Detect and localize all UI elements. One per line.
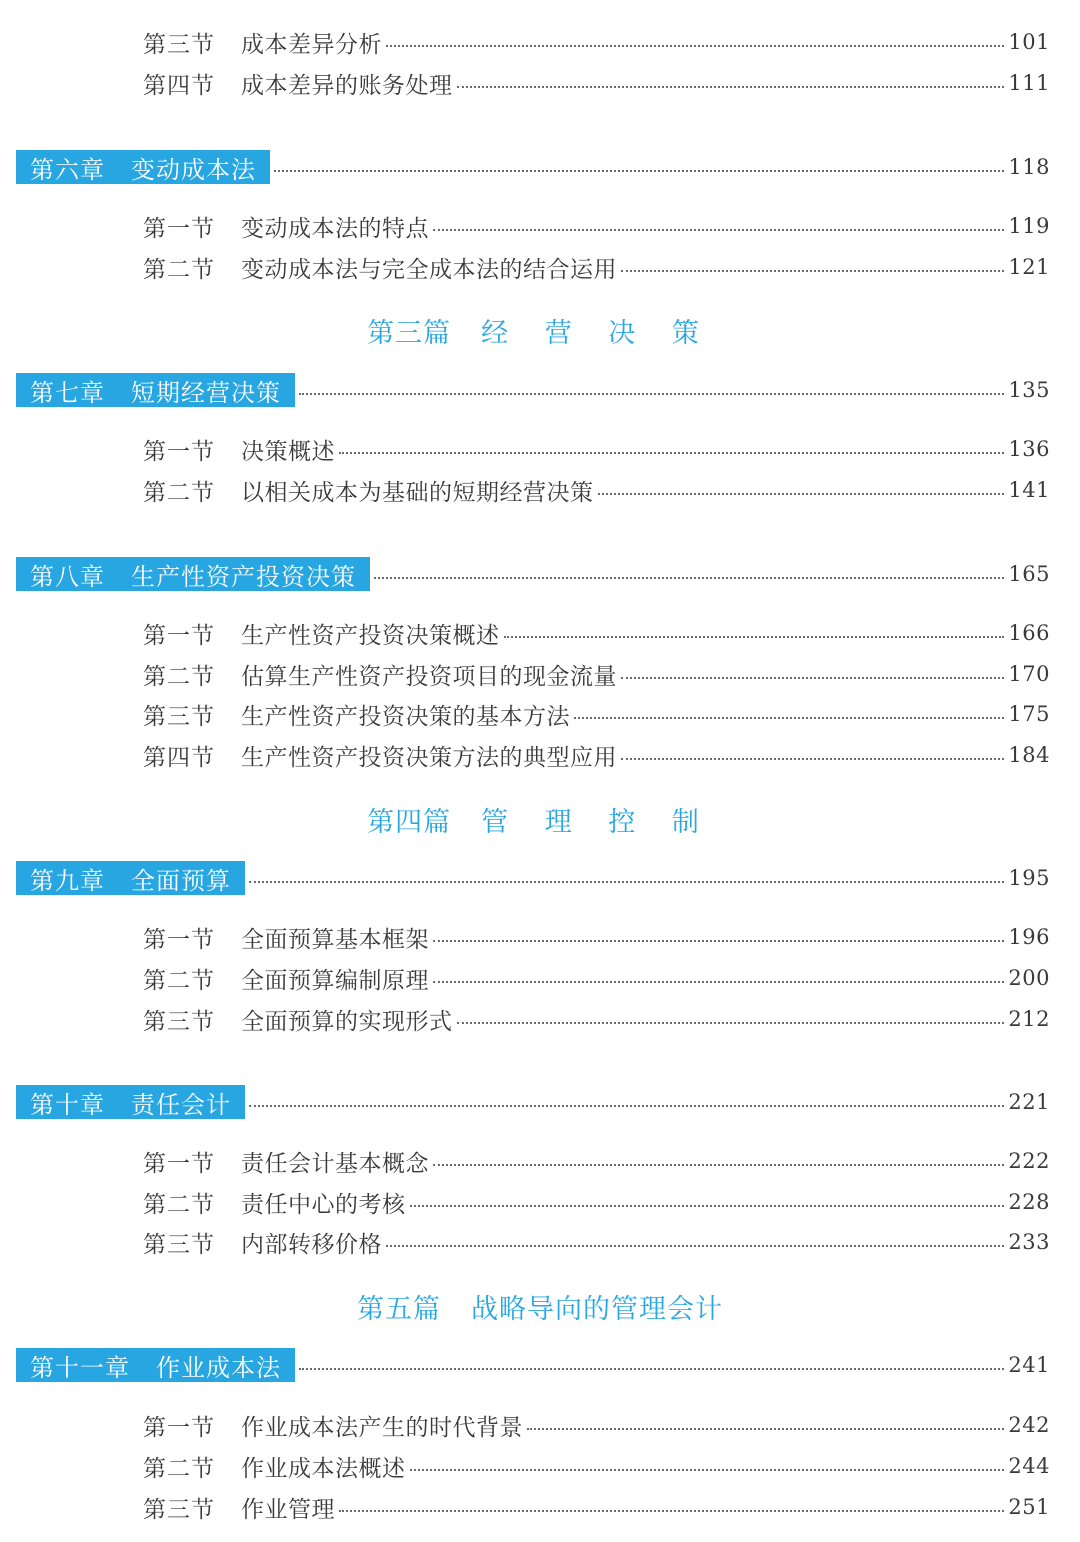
- dot-leader: [249, 881, 1004, 883]
- section-number: 第三节: [143, 31, 215, 58]
- section-title: 决策概述: [241, 438, 335, 465]
- chapter-title: 作业成本法: [156, 1353, 281, 1382]
- toc-line: [16, 554, 1050, 594]
- page-number: 244: [1008, 1454, 1050, 1478]
- entry-title: [143, 1450, 406, 1483]
- part-heading: [0, 797, 1080, 841]
- toc-line: [143, 654, 1050, 694]
- entry-title: [143, 658, 617, 691]
- dot-leader: [504, 636, 1005, 638]
- toc-line: [143, 1141, 1050, 1181]
- dot-leader: [527, 1428, 1004, 1430]
- section-title: 作业成本法概述: [241, 1455, 406, 1482]
- page-number: 251: [1008, 1495, 1050, 1519]
- dot-leader: [433, 229, 1004, 231]
- section-number: 第一节: [143, 622, 215, 649]
- chapter-title: 变动成本法: [131, 155, 256, 184]
- section-title: 全面预算的实现形式: [241, 1008, 453, 1035]
- toc-section-entry[interactable]: [0, 1446, 1080, 1486]
- dot-leader: [433, 1164, 1004, 1166]
- dot-leader: [374, 577, 1004, 579]
- chapter-badge: [16, 557, 370, 591]
- chapter-badge: [16, 1085, 245, 1119]
- entry-title: [143, 1226, 382, 1259]
- chapter-title: 短期经营决策: [131, 378, 281, 407]
- toc-section-entry[interactable]: [0, 22, 1080, 62]
- toc-section-entry[interactable]: [0, 470, 1080, 510]
- toc-line: [16, 1082, 1050, 1122]
- toc-line: [143, 247, 1050, 287]
- section-number: 第二节: [143, 256, 215, 283]
- page-number: 135: [1008, 378, 1050, 402]
- page-number: 242: [1008, 1413, 1050, 1437]
- entry-title: [16, 1085, 245, 1119]
- toc-line: [16, 858, 1050, 898]
- section-title: 估算生产性资产投资项目的现金流量: [241, 663, 617, 690]
- section-number: 第一节: [143, 215, 215, 242]
- dot-leader: [433, 981, 1004, 983]
- chapter-number: 第十一章: [30, 1353, 130, 1382]
- page-number: 221: [1008, 1090, 1050, 1114]
- toc-line: [143, 1446, 1050, 1486]
- section-title: 以相关成本为基础的短期经营决策: [241, 479, 594, 506]
- page-number: 101: [1008, 30, 1050, 54]
- section-title: 变动成本法的特点: [241, 215, 429, 242]
- part-number: 第三篇: [367, 317, 452, 349]
- chapter-title: 责任会计: [131, 1090, 231, 1119]
- entry-title: [143, 433, 335, 466]
- dot-leader: [457, 1022, 1005, 1024]
- page-number: 119: [1008, 214, 1050, 238]
- chapter-number: 第七章: [30, 378, 105, 407]
- chapter-number: 第九章: [30, 866, 105, 895]
- entry-title: [143, 1003, 453, 1036]
- toc-line: [143, 958, 1050, 998]
- page-number: 212: [1008, 1007, 1050, 1031]
- entry-title: [143, 251, 617, 284]
- page-number: 228: [1008, 1190, 1050, 1214]
- section-number: 第三节: [143, 1231, 215, 1258]
- entry-title: [143, 698, 570, 731]
- toc-section-entry[interactable]: [0, 999, 1080, 1039]
- part-heading: [0, 1284, 1080, 1328]
- section-title: 内部转移价格: [241, 1231, 382, 1258]
- entry-title: [16, 1348, 295, 1382]
- dot-leader: [339, 1510, 1004, 1512]
- page-number: 170: [1008, 662, 1050, 686]
- toc-chapter-entry[interactable]: [0, 554, 1080, 594]
- toc-section-entry[interactable]: [0, 247, 1080, 287]
- dot-leader: [621, 270, 1004, 272]
- toc-section-entry[interactable]: [0, 429, 1080, 469]
- toc-line: [143, 613, 1050, 653]
- section-number: 第四节: [143, 72, 215, 99]
- section-title: 作业管理: [241, 1496, 335, 1523]
- part-number: 第四篇: [367, 806, 452, 838]
- entry-title: [143, 1491, 335, 1524]
- toc-line: [143, 22, 1050, 62]
- entry-title: [143, 962, 429, 995]
- dot-leader: [386, 1245, 1004, 1247]
- part-title: 战略导向的管理会计: [471, 1293, 723, 1325]
- entry-title: [16, 557, 370, 591]
- dot-leader: [339, 452, 1004, 454]
- entry-title: [16, 373, 295, 407]
- toc-section-entry[interactable]: [0, 958, 1080, 998]
- chapter-number: 第六章: [30, 155, 105, 184]
- dot-leader: [433, 940, 1004, 942]
- toc-section-entry[interactable]: [0, 1222, 1080, 1262]
- page-number: 241: [1008, 1353, 1050, 1377]
- section-number: 第三节: [143, 1008, 215, 1035]
- toc-chapter-entry[interactable]: [0, 1345, 1080, 1385]
- page-number: 175: [1008, 702, 1050, 726]
- section-title: 责任会计基本概念: [241, 1150, 429, 1177]
- dot-leader: [621, 677, 1004, 679]
- dot-leader: [386, 45, 1004, 47]
- toc-section-entry[interactable]: [0, 1141, 1080, 1181]
- toc-line: [143, 917, 1050, 957]
- part-number: 第五篇: [357, 1293, 441, 1325]
- page-number: 196: [1008, 925, 1050, 949]
- part-heading: [0, 308, 1080, 352]
- page-number: 195: [1008, 866, 1050, 890]
- entry-title: [143, 1145, 429, 1178]
- toc-section-entry[interactable]: [0, 654, 1080, 694]
- page-number: 136: [1008, 437, 1050, 461]
- toc-section-entry[interactable]: [0, 694, 1080, 734]
- dot-leader: [249, 1105, 1004, 1107]
- toc-line: [143, 735, 1050, 775]
- page-number: 121: [1008, 255, 1050, 279]
- toc-line: [16, 370, 1050, 410]
- page-number: 111: [1008, 71, 1050, 95]
- part-title: 管 理 控 制: [481, 806, 713, 838]
- page-number: 166: [1008, 621, 1050, 645]
- chapter-title: 全面预算: [131, 866, 231, 895]
- page-number: 184: [1008, 743, 1050, 767]
- section-title: 全面预算编制原理: [241, 967, 429, 994]
- entry-title: [143, 921, 429, 954]
- entry-title: [143, 1409, 523, 1442]
- dot-leader: [299, 1368, 1004, 1370]
- section-number: 第四节: [143, 744, 215, 771]
- section-title: 成本差异分析: [241, 31, 382, 58]
- entry-title: [16, 150, 270, 184]
- chapter-badge: [16, 861, 245, 895]
- dot-leader: [299, 393, 1004, 395]
- chapter-badge: [16, 373, 295, 407]
- page-number: 118: [1008, 155, 1050, 179]
- chapter-number: 第十章: [30, 1090, 105, 1119]
- toc-section-entry[interactable]: [0, 735, 1080, 775]
- toc-chapter-entry[interactable]: [0, 858, 1080, 898]
- section-title: 生产性资产投资决策方法的典型应用: [241, 744, 617, 771]
- section-number: 第一节: [143, 1150, 215, 1177]
- toc-section-entry[interactable]: [0, 63, 1080, 103]
- section-title: 变动成本法与完全成本法的结合运用: [241, 256, 617, 283]
- chapter-title: 生产性资产投资决策: [131, 562, 356, 591]
- section-title: 责任中心的考核: [241, 1191, 406, 1218]
- section-number: 第一节: [143, 438, 215, 465]
- dot-leader: [274, 170, 1004, 172]
- toc-section-entry[interactable]: [0, 206, 1080, 246]
- page-number: 165: [1008, 562, 1050, 586]
- section-title: 全面预算基本框架: [241, 926, 429, 953]
- page-number: 200: [1008, 966, 1050, 990]
- section-title: 成本差异的账务处理: [241, 72, 453, 99]
- toc-section-entry[interactable]: [0, 1182, 1080, 1222]
- section-number: 第二节: [143, 1191, 215, 1218]
- toc-line: [143, 999, 1050, 1039]
- dot-leader: [410, 1469, 1005, 1471]
- toc-line: [143, 1487, 1050, 1527]
- page-number: 222: [1008, 1149, 1050, 1173]
- section-number: 第一节: [143, 1414, 215, 1441]
- toc-line: [143, 1182, 1050, 1222]
- toc-line: [16, 1345, 1050, 1385]
- section-title: 生产性资产投资决策概述: [241, 622, 500, 649]
- section-number: 第一节: [143, 926, 215, 953]
- toc-section-entry[interactable]: [0, 1405, 1080, 1445]
- dot-leader: [598, 493, 1005, 495]
- toc-chapter-entry[interactable]: [0, 147, 1080, 187]
- section-number: 第二节: [143, 663, 215, 690]
- entry-title: [143, 210, 429, 243]
- section-title: 作业成本法产生的时代背景: [241, 1414, 523, 1441]
- toc-chapter-entry[interactable]: [0, 1082, 1080, 1122]
- entry-title: [143, 26, 382, 59]
- entry-title: [143, 1186, 406, 1219]
- entry-title: [143, 739, 617, 772]
- toc-line: [143, 206, 1050, 246]
- chapter-number: 第八章: [30, 562, 105, 591]
- dot-leader: [457, 86, 1005, 88]
- toc-section-entry[interactable]: [0, 917, 1080, 957]
- entry-title: [143, 474, 594, 507]
- section-number: 第三节: [143, 703, 215, 730]
- section-number: 第二节: [143, 967, 215, 994]
- entry-title: [16, 861, 245, 895]
- section-number: 第二节: [143, 1455, 215, 1482]
- toc-line: [16, 147, 1050, 187]
- page-number: 233: [1008, 1230, 1050, 1254]
- toc-section-entry[interactable]: [0, 613, 1080, 653]
- dot-leader: [410, 1205, 1005, 1207]
- dot-leader: [574, 717, 1004, 719]
- toc-line: [143, 1222, 1050, 1262]
- chapter-badge: [16, 1348, 295, 1382]
- chapter-badge: [16, 150, 270, 184]
- toc-line: [143, 694, 1050, 734]
- part-title: 经 营 决 策: [481, 317, 713, 349]
- dot-leader: [621, 758, 1004, 760]
- toc-line: [143, 63, 1050, 103]
- page-number: 141: [1008, 478, 1050, 502]
- toc-line: [143, 1405, 1050, 1445]
- toc-chapter-entry[interactable]: [0, 370, 1080, 410]
- entry-title: [143, 67, 453, 100]
- toc-section-entry[interactable]: [0, 1487, 1080, 1527]
- toc-line: [143, 429, 1050, 469]
- entry-title: [143, 617, 500, 650]
- section-number: 第三节: [143, 1496, 215, 1523]
- toc-line: [143, 470, 1050, 510]
- section-title: 生产性资产投资决策的基本方法: [241, 703, 570, 730]
- section-number: 第二节: [143, 479, 215, 506]
